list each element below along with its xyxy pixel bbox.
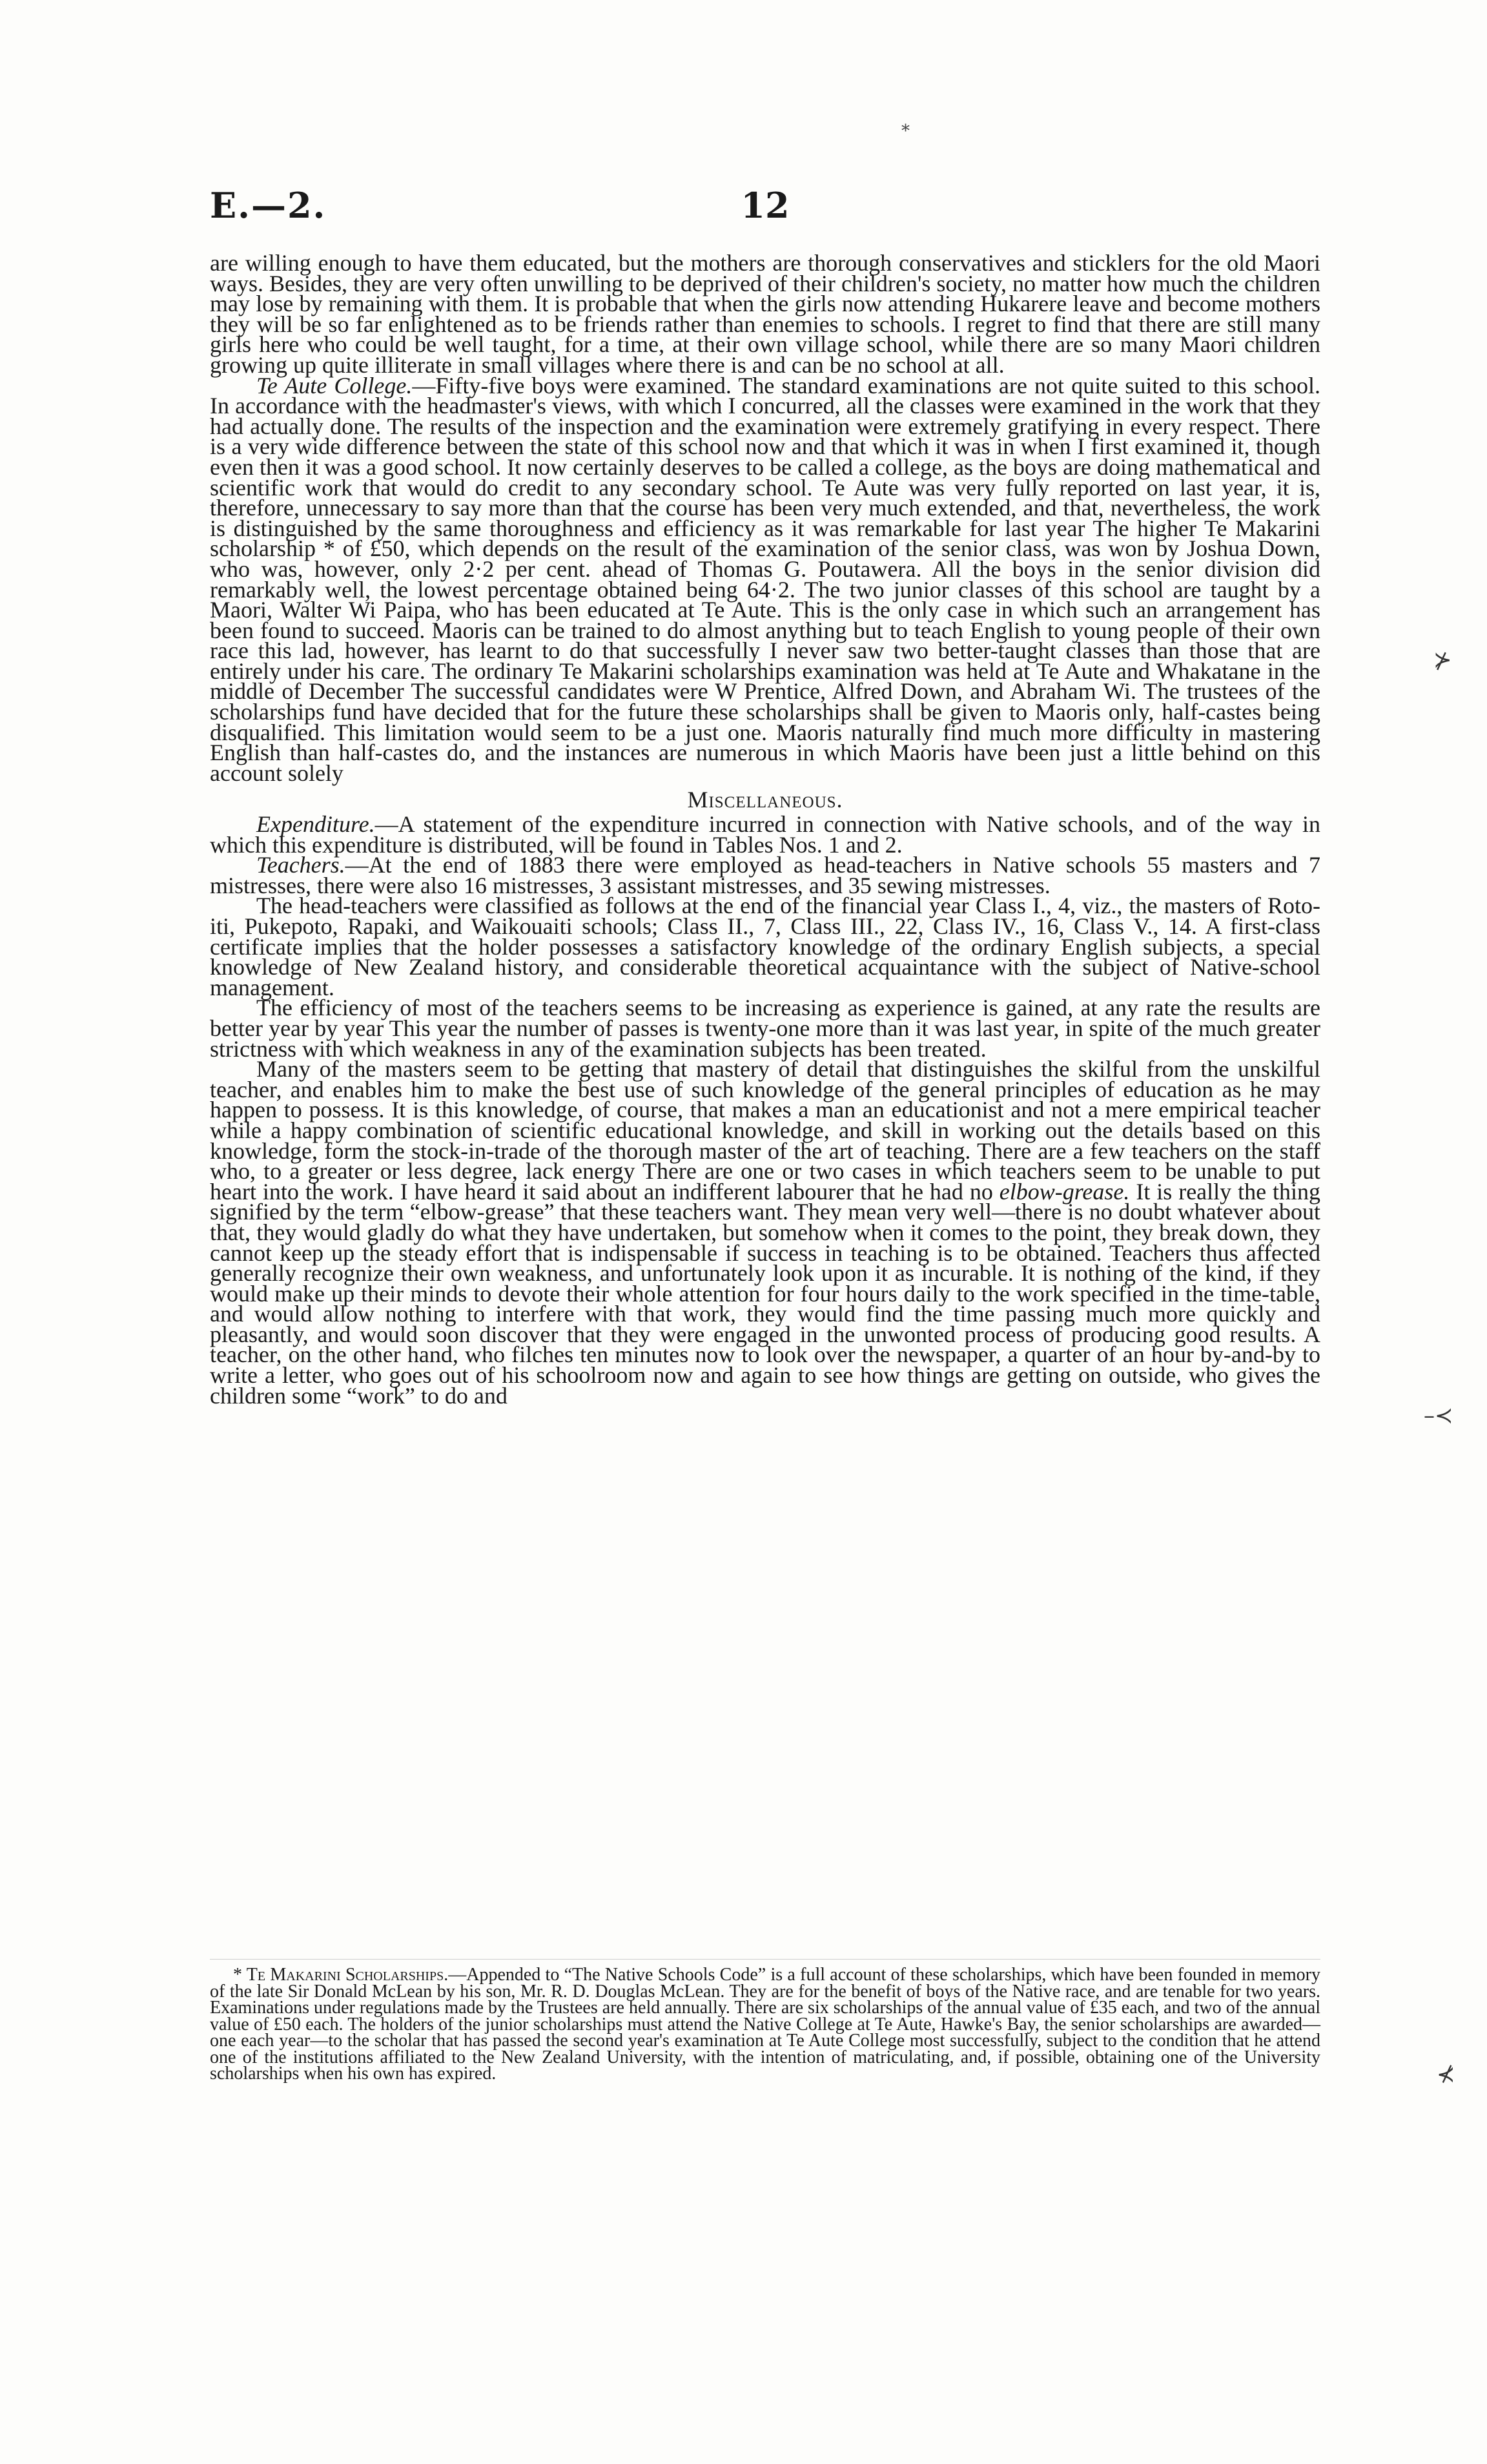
teachers-body: At the end of 1883 there were employed as head-teachers in Native schools 55 masters and 7 mistresses, there were also 16 mistresses, 3 assistant mistresses, and 35 sewing mistresses. bbox=[210, 852, 1320, 898]
paragraph-classification: The head-teachers were classified as follows at the end of the financial year Class I., 4, viz., the masters of Roto-iti, Pukepoto, Rapaki, and Waikouaiti schools; Class II., 7, Class III., 22, Class IV., 16, Class V., 14. A first-class certificate implies that the holder possesses a satisfactory knowledge of the ordinary English subjects, a special knowledge of New Zealand history, and considerable theoretical acquaintance with the subject of Native-school management. bbox=[210, 893, 1320, 1000]
page-number: 12 bbox=[741, 185, 790, 226]
elbow-grease-term: elbow-grease. bbox=[999, 1178, 1130, 1205]
section-heading-miscellaneous: Miscellaneous. bbox=[687, 787, 843, 813]
paragraph-hukarere: are willing enough to have them educated, but the mothers are thorough conservatives and sticklers for the old Maori ways. Besides, they are very often unwilling to be deprived of their children's society, no matter how much the children may lose by remaining with them. It is probable that when the girls now attending Hukarere leave and become mothers they will be so far enlightened as to be friends rather than enemies to schools. I regret to find that there are still many girls here who could be well taught, for a time, at their own village school, while there are so many Maori children growing up quite illiterate in small villages where there is and can be no school at all. bbox=[210, 250, 1320, 378]
te-aute-heading: Te Aute College. bbox=[256, 372, 413, 399]
masters-body: Many of the masters seem to be getting that mastery of detail that distinguishes the skilful from the unskilful teacher, and enables him to make the best use of such knowledge of the general principles of education as he may happen to possess. It is this knowledge, of course, that makes a man an educationist and not a mere empirical teacher while a happy combination of scientific educational knowledge, and skill in working out the details based on this knowledge, form the stock-in-trade of the thorough master of the art of teaching. There are a few teachers on the staff who, to a greater or less degree, lack energy There are one or two cases in which teachers seem to be unable to put heart into the work. I have heard it said about an indifferent labourer that he had no bbox=[210, 1056, 1320, 1205]
document-reference: E.—2. bbox=[210, 185, 327, 226]
margin-mark: –≺ bbox=[1424, 1403, 1453, 1429]
margin-mark: ⊁ bbox=[1433, 647, 1452, 673]
body-text bbox=[210, 250, 1321, 1409]
footnote-paragraph bbox=[210, 1967, 1320, 2082]
footnote bbox=[210, 1967, 1320, 2082]
te-aute-body: suited to this school. In accordance with the headmaster's views, with which I concurred, all the classes were examined in the work that they had actually done. The results of the inspection and the examination were extremely gratifying in every respect. There is a very wide difference between the state of this school now and that which it was in when I first examined it, though even then it was a good school. It now certainly deserves to be called a college, as the boys are doing mathematical and scientific work that would do credit to any secondary school. Te Aute was very fully reported on last year, it is, therefore, unnecessary to say more than that the course has been very much extended, and that, nevertheless, the work is distinguished by the same thoroughness and efficiency as it was remarkable for last year The higher Te Makarini scholarship * of £50, which depends on the result of the examination of the senior class, was won by Joshua Down, who was, however, only 2·2 per cent. ahead of Thomas G. Poutawera. All the boys in the senior division did remarkably well, the lowest percentage obtained being 64·2. The two junior classes of this school are taught by a Maori, Walter Wi Paipa, who has been educated at Te Aute. This is the only case in which such an arrangement has been found to succeed. Maoris can be trained to do almost anything but to teach English to young people of their own race this lad, however, has learnt to do that successfully I never saw two better-taught classes than those that are entirely under his care. The ordinary Te Makarini scholarships examination was held at Te Aute and Whakatane in the middle of December The successful candidates were W Prentice, Alfred Down, and Abraham Wi. The trustees of the scholarships fund have decided that for the future these scholarships shall be given to Maoris only, half-castes being disqualified. This limitation would seem to be a just one. Maoris naturally find much more difficulty in mastering English than half-castes do, and the instances are numerous in which Maoris have been just a little behind on this account solely bbox=[210, 372, 1320, 786]
top-mark: * bbox=[901, 121, 910, 141]
paragraph-efficiency: The efficiency of most of the teachers seems to be increasing as experience is gained, at any rate the results are better year by year This year the number of passes is twenty-one more than it was last year, in spite of the much greater strictness with which weakness in any of the examination subjects has been treated. bbox=[210, 995, 1320, 1062]
paragraph-teachers: Teachers.—At the end of 1883 there were employed as head-teachers in Native schools 55 masters and 7 mistresses, there were also 16 mistresses, 3 assistant mistresses, and 35 sewing mistresses. bbox=[210, 852, 1320, 898]
paragraph-masters bbox=[210, 1056, 1321, 1409]
masters-body-continued: It is really the thing signified by the term “elbow-grease” that these teachers want. They mean very well—there is no doubt whatever about that, they would gladly do what they have undertaken, but somehow when it comes to the point, they break down, they cannot keep up the steady effort that is indispensable if success in teaching is to be obtained. Teachers thus affected generally recognize their own weakness, and unfortunately look upon it as incurable. It is nothing of the kind, if they would make up their minds to devote their whole attention for four hours daily to the work specified in the time-table, and would allow nothing to interfere with that work, they would find the time passing much more quickly and pleasantly, and would soon discover that they were engaged in the unwonted process of producing good results. A teacher, on the other hand, who filches ten minutes now to look over the newspaper, a quarter of an hour by-and-by to write a letter, who goes out of his schoolroom now and again to see how things are getting on outside, who gives the children some “work” to do and bbox=[210, 1178, 1321, 1409]
te-aute-first-line: —Fifty-five boys were examined. The standard examinations are not quite bbox=[412, 372, 1118, 399]
paragraph-te-aute bbox=[210, 372, 1320, 786]
margin-mark: ⊀ bbox=[1437, 2062, 1455, 2087]
teachers-heading: Teachers. bbox=[256, 852, 345, 878]
expenditure-heading: Expenditure. bbox=[256, 811, 375, 838]
footnote-body: —Appended to “The Native Schools Code” is a full account of these scholarships, which have been founded in memory of the late Sir Donald McLean by his son, Mr. R. D. Douglas McLean. They are for the benefit of boys of the Native race, and are tenable for two years. Examinations under regulations made by the Trustees are held annually. There are six scholarships of the annual value of £35 each, and two of the annual value of £50 each. The holders of the junior scholarships must attend the Native College at Te Aute, Hawke's Bay, the senior scholarships are awarded—one each year—to the scholar that has passed the second year's examination at Te Aute College most successfully, subject to the condition that he attend one of the institutions affiliated to the New Zealand University, with the intention of matriculating, and, if possible, obtaining one of the University scholarships when his own has expired. bbox=[210, 1965, 1320, 2084]
page-header bbox=[210, 185, 1320, 236]
paragraph-expenditure: Expenditure.—A statement of the expenditure incurred in connection with Native schools, and of the way in which this expenditure is distributed, will be found in Tables Nos. 1 and 2. bbox=[210, 811, 1320, 858]
footnote-divider bbox=[210, 1959, 1320, 1960]
expenditure-body: A statement of the expenditure incurred in connection with Native schools, and of the way in which this expenditure is distributed, will be found in Tables Nos. 1 and 2. bbox=[210, 811, 1320, 858]
footnote-heading: * Te Makarini Scholarships. bbox=[233, 1965, 449, 1985]
